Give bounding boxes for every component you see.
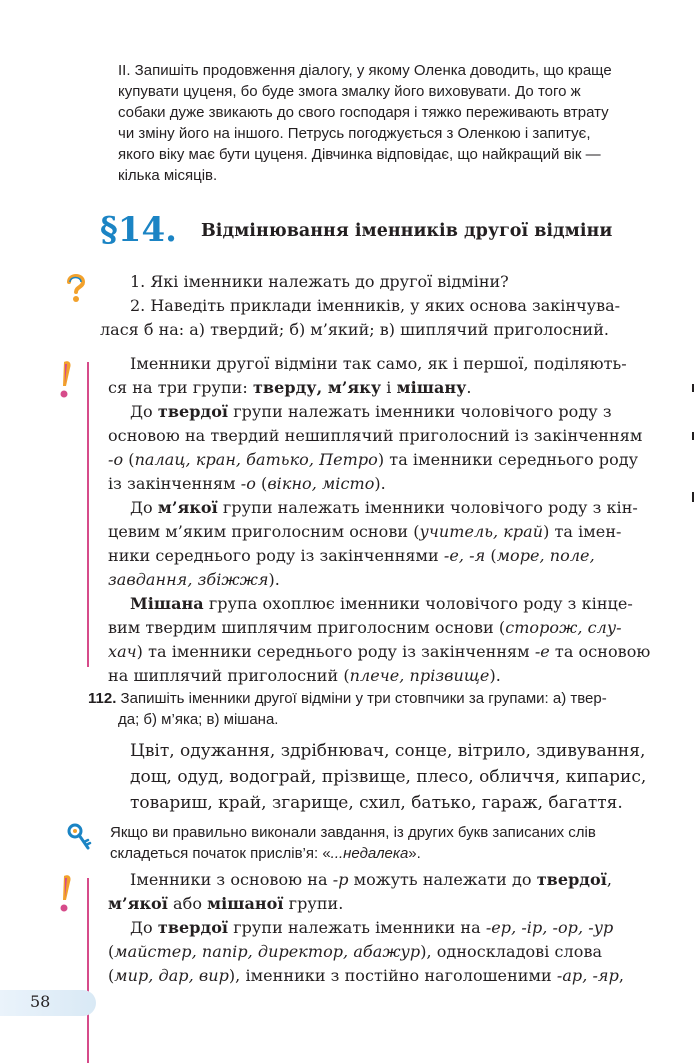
task-number: 112.: [88, 690, 117, 707]
key-icon: [66, 822, 92, 854]
key-hint: [110, 822, 596, 864]
word-list: [130, 738, 646, 816]
exclamation-icon: [52, 358, 80, 402]
rule-block-r-stems: [108, 868, 624, 988]
rule-line: (майстер, папір, директор, абажур), односкладові слова: [108, 942, 603, 961]
word-line: товариш, край, згарище, схил, батько, гараж, багаття.: [130, 793, 623, 813]
rule-line: До м’якої групи належать іменники чоловічого роду з кін-: [130, 498, 638, 517]
intro-paragraph: [118, 60, 612, 186]
rule-line: ся на три групи: тверду, м’яку і мішану.: [108, 378, 472, 397]
intro-line: ІІ. Запишіть продовження діалогу, у якому Оленка доводить, що краще: [118, 62, 612, 79]
exclamation-icon: [52, 872, 80, 916]
margin-marks: [690, 380, 696, 520]
rule-line: -о (палац, кран, батько, Петро) та іменники середнього роду: [108, 450, 639, 469]
word-line: дощ, одуд, водограй, прізвище, плесо, обличчя, кипарис,: [130, 767, 647, 787]
rule-block-groups: [108, 352, 650, 688]
section-number: [100, 210, 177, 250]
question-item: 2. Наведіть приклади іменників, у яких основа закінчува-: [130, 296, 621, 315]
intro-line: якого віку має бути цуценя. Дівчинка відповідає, що найкращий вік —: [118, 146, 601, 163]
page-number: 58: [30, 992, 51, 1011]
rule-divider-line: [87, 362, 89, 667]
question-mark-icon: [64, 270, 88, 306]
rule-line: (мир, дар, вир), іменники з постійно наголошеними -ар, -яр,: [108, 966, 625, 985]
section-symbol: §: [100, 210, 118, 250]
rule-line: вим твердим шиплячим приголосним основи (сторож, слу-: [108, 618, 622, 637]
key-line: складеться початок прислів’я: «...недалека».: [110, 845, 421, 862]
rule-line: До твердої групи належать іменники на -ер, -ір, -ор, -ур: [130, 918, 614, 937]
rule-line: Іменники другої відміни так само, як і першої, поділяють-: [130, 354, 627, 373]
questions-block: [100, 270, 620, 342]
intro-line: купувати цуценя, бо буде змога змалку його виховувати. До того ж: [118, 83, 581, 100]
task-line: да; б) м’яка; в) мішана.: [118, 711, 279, 728]
rule-line: м’якої або мішаної групи.: [108, 894, 344, 913]
rule-line: цевим м’яким приголосним основи (учитель, край) та імен-: [108, 522, 622, 541]
rule-line: До твердої групи належать іменники чоловічого роду з: [130, 402, 612, 421]
rule-line: на шиплячий приголосний (плече, прізвище).: [108, 666, 501, 685]
task-112: [88, 688, 607, 730]
rule-line: хач) та іменники середнього роду із закінченням -е та основою: [108, 642, 651, 661]
rule-line: завдання, збіжжя).: [108, 570, 280, 589]
rule-line: Іменники з основою на -р можуть належати до твердої,: [130, 870, 613, 889]
question-item: лася б на: а) твердий; б) м’який; в) шиплячий приголосний.: [100, 320, 609, 339]
section-title: Відмінювання іменників другої відміни: [201, 221, 613, 241]
rule-line: Мішана група охоплює іменники чоловічого роду з кінце-: [130, 594, 633, 613]
rule-divider-line: [87, 878, 89, 1063]
intro-line: собаки дуже звикають до свого господаря і тяжко переживають втрату: [118, 104, 609, 121]
rule-line: ники середнього роду із закінченнями -е, -я (море, поле,: [108, 546, 595, 565]
rule-line: із закінченням -о (вікно, місто).: [108, 474, 386, 493]
key-line: Якщо ви правильно виконали завдання, із других букв записаних слів: [110, 824, 596, 841]
intro-line: чи зміну його на іншого. Петрусь погоджується з Оленкою і запитує,: [118, 125, 591, 142]
rule-line: основою на твердий нешиплячий приголосний із закінченням: [108, 426, 643, 445]
task-line: 112. Запишіть іменники другої відміни у три стовпчики за групами: а) твер-: [88, 690, 607, 707]
section-num: 14.: [117, 210, 177, 250]
intro-line: кілька місяців.: [118, 167, 218, 184]
question-item: 1. Які іменники належать до другої відміни?: [130, 272, 509, 291]
word-line: Цвіт, одужання, здрібнювач, сонце, вітрило, здивування,: [130, 741, 646, 761]
